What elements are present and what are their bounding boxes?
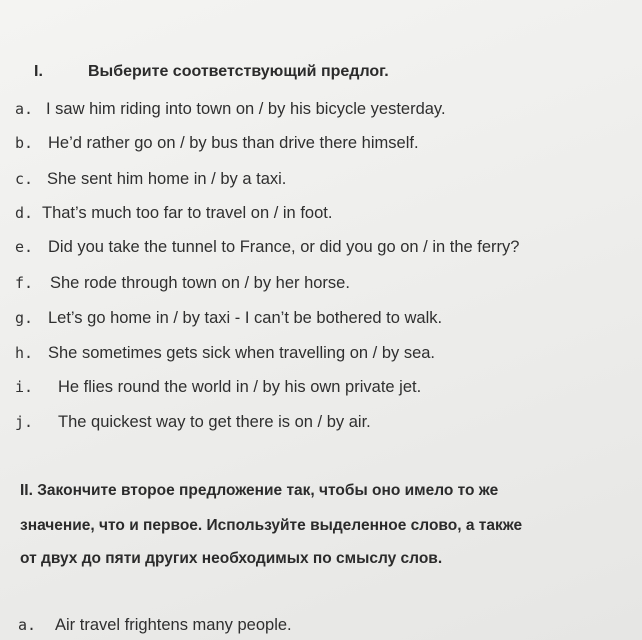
item-text: She sometimes gets sick when travelling on / by sea. [48, 344, 436, 362]
section-2-line-3: от двух до пяти других необходимых по смыслу слов. [20, 550, 443, 567]
item-text: Did you take the tunnel to France, or did you go on / in the ferry? [48, 238, 520, 256]
item-text: He’d rather go on / by bus than drive there himself. [48, 134, 419, 152]
section-1-number: I. [34, 63, 43, 80]
item-letter: a. [18, 616, 37, 634]
item-letter: a. [15, 100, 34, 118]
section-1-heading [34, 63, 389, 81]
item-text: He flies round the world in / by his own private jet. [58, 378, 422, 396]
item-text: That’s much too far to travel on / in foot. [42, 204, 333, 222]
item-text: Let’s go home in / by taxi - I can’t be bothered to walk. [48, 309, 443, 327]
item-letter: d. [15, 204, 34, 222]
item-letter: c. [15, 170, 34, 188]
item-text: Air travel frightens many people. [55, 616, 292, 634]
item-letter: j. [15, 413, 34, 431]
section-1-title: Выберите соответствующий предлог. [88, 63, 389, 80]
item-letter: e. [15, 238, 34, 256]
section-2-line-1: II. Закончите второе предложение так, чтобы оно имело то же [20, 482, 499, 499]
item-letter: b. [15, 134, 34, 152]
item-text: The quickest way to get there is on / by air. [58, 413, 371, 431]
item-letter: f. [15, 274, 34, 292]
item-text: She sent him home in / by a taxi. [47, 170, 287, 188]
item-letter: g. [15, 309, 34, 327]
item-text: I saw him riding into town on / by his bicycle yesterday. [46, 100, 446, 118]
section-2-line-2: значение, что и первое. Используйте выделенное слово, а также [20, 517, 523, 534]
item-letter: h. [15, 344, 34, 362]
item-text: She rode through town on / by her horse. [50, 274, 350, 292]
item-letter: i. [15, 378, 34, 396]
